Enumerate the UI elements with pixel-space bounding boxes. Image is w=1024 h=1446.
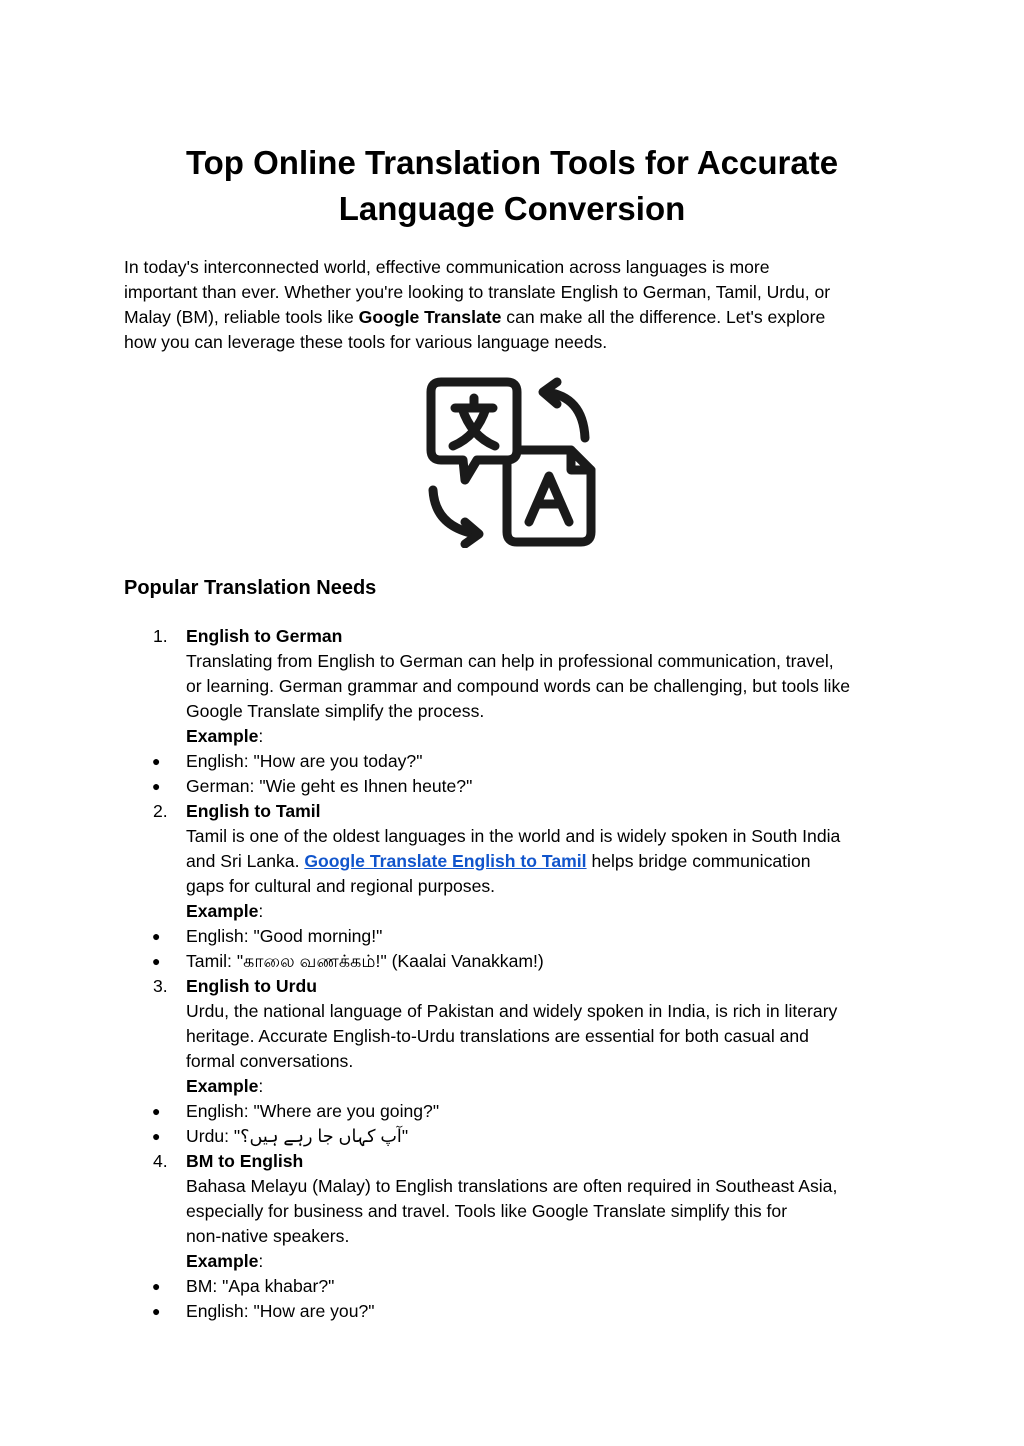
urdu-text: آپ کہاں جا رہے ہیں؟ xyxy=(240,1126,402,1146)
intro-line: In today's interconnected world, effective communication across languages is more xyxy=(124,257,770,277)
item-description-line: or learning. German grammar and compound words can be challenging, but tools like xyxy=(186,676,851,696)
item-heading-bm-to-english: BM to English xyxy=(186,1151,304,1171)
translation-needs-list xyxy=(0,624,1024,1324)
list-item xyxy=(0,949,1024,974)
bullet-icon: ● xyxy=(152,953,161,969)
list-item-heading xyxy=(0,1149,1024,1174)
item-description-line: especially for business and travel. Tools like Google Translate simplify this for xyxy=(186,1201,788,1221)
example-line: German: "Wie geht es Ihnen heute?" xyxy=(186,776,473,796)
example-line: Tamil: "காலை வணக்கம்!" (Kaalai Vanakkam!) xyxy=(186,951,544,971)
example-line: English: "How are you today?" xyxy=(186,751,423,771)
item-heading-english-to-urdu: English to Urdu xyxy=(186,976,317,996)
item-description-line: and Sri Lanka. Google Translate English to Tamil helps bridge communication xyxy=(186,851,811,871)
section-heading: Popular Translation Needs xyxy=(124,577,377,599)
translate-icon xyxy=(425,376,599,548)
list-item xyxy=(0,1099,1024,1124)
bullet-icon: ● xyxy=(152,928,161,944)
list-item xyxy=(0,774,1024,799)
list-item-heading xyxy=(0,974,1024,999)
list-number: 4. xyxy=(153,1151,168,1171)
bullet-icon: ● xyxy=(152,1278,161,1294)
example-line: BM: "Apa khabar?" xyxy=(186,1276,335,1296)
bullet-icon: ● xyxy=(152,778,161,794)
list-item xyxy=(0,1274,1024,1299)
intro-bold-google-translate: Google Translate xyxy=(358,307,502,327)
intro-paragraph xyxy=(124,255,914,355)
bullet-icon: ● xyxy=(152,1128,161,1144)
list-item xyxy=(0,924,1024,949)
page-title xyxy=(0,140,1024,232)
bullet-icon: ● xyxy=(152,753,161,769)
intro-line: Malay (BM), reliable tools like xyxy=(124,307,359,327)
list-number: 1. xyxy=(153,626,168,646)
google-translate-tamil-link[interactable]: Google Translate English to Tamil xyxy=(304,851,587,871)
example-line: English: "Where are you going?" xyxy=(186,1101,440,1121)
item-description-line: gaps for cultural and regional purposes. xyxy=(186,876,496,896)
list-item xyxy=(0,1299,1024,1324)
item-heading-english-to-german: English to German xyxy=(186,626,343,646)
item-description-line: non-native speakers. xyxy=(186,1226,350,1246)
item-heading-english-to-tamil: English to Tamil xyxy=(186,801,321,821)
list-item-heading xyxy=(0,624,1024,649)
list-item-heading xyxy=(0,799,1024,824)
example-label: Example: xyxy=(186,1251,264,1271)
list-item xyxy=(0,1124,1024,1149)
intro-line: important than ever. Whether you're looking to translate English to German, Tamil, Urdu, or xyxy=(124,282,831,302)
bullet-icon: ● xyxy=(152,1303,161,1319)
item-description-line: Google Translate simplify the process. xyxy=(186,701,485,721)
example-label: Example: xyxy=(186,901,264,921)
example-label: Example: xyxy=(186,1076,264,1096)
example-label: Example: xyxy=(186,726,264,746)
item-description-line: formal conversations. xyxy=(186,1051,354,1071)
item-description-line: Bahasa Melayu (Malay) to English translations are often required in Southeast Asia, xyxy=(186,1176,838,1196)
bullet-icon: ● xyxy=(152,1103,161,1119)
intro-line: how you can leverage these tools for various language needs. xyxy=(124,332,608,352)
example-line: English: "How are you?" xyxy=(186,1301,375,1321)
list-number: 3. xyxy=(153,976,168,996)
item-description-line: heritage. Accurate English-to-Urdu translations are essential for both casual and xyxy=(186,1026,809,1046)
item-description-line: Urdu, the national language of Pakistan and widely spoken in India, is rich in literary xyxy=(186,1001,838,1021)
intro-line: can make all the difference. Let's explore xyxy=(501,307,826,327)
list-item xyxy=(0,749,1024,774)
title-line-1: Top Online Translation Tools for Accurate xyxy=(185,144,839,181)
item-description-line: Tamil is one of the oldest languages in the world and is widely spoken in South India xyxy=(186,826,841,846)
item-description-line: Translating from English to German can help in professional communication, travel, xyxy=(186,651,834,671)
example-line: Urdu: "آپ کہاں جا رہے ہیں؟" xyxy=(186,1126,409,1146)
list-number: 2. xyxy=(153,801,168,821)
example-line: English: "Good morning!" xyxy=(186,926,383,946)
title-line-2: Language Conversion xyxy=(338,190,686,227)
